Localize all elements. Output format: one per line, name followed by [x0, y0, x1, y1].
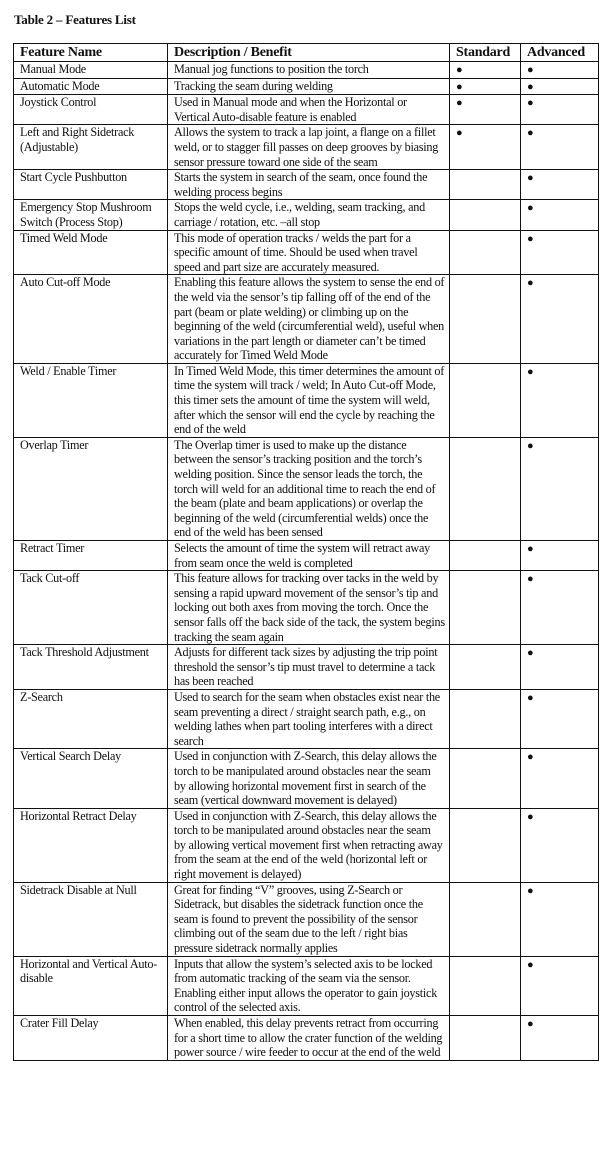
- description-cell: [168, 200, 450, 230]
- bullet-icon: ●: [527, 127, 534, 140]
- feature-description: Used in conjunction with Z-Search, this delay allows the torch to be manipulated around obstacles near the seam by allowing horizontal movement first in search of the seam (vertical downward movement is delayed): [174, 749, 437, 808]
- feature-name: Tack Cut-off: [20, 571, 80, 586]
- feature-description: Stops the weld cycle, i.e., welding, seam tracking, and carriage / rotation, etc. –all stop: [174, 200, 425, 229]
- feature-description: Starts the system in search of the seam, once found the welding process begins: [174, 170, 428, 199]
- feature-name: Crater Fill Delay: [20, 1016, 99, 1030]
- feature-name: Joystick Control: [20, 95, 97, 110]
- standard-mark-cell: [450, 689, 521, 748]
- description-cell: [168, 749, 450, 808]
- table-row: [14, 200, 599, 230]
- table-row: [14, 62, 599, 79]
- standard-mark-cell: [450, 645, 521, 690]
- table-row: [14, 645, 599, 690]
- bullet-icon: ●: [527, 64, 534, 76]
- feature-name-cell: [14, 125, 168, 170]
- advanced-mark-cell: [521, 125, 599, 170]
- description-cell: [168, 62, 450, 79]
- features-table: [13, 43, 599, 1061]
- feature-name: Left and Right Sidetrack (Adjustable): [20, 125, 135, 154]
- table-row: [14, 437, 599, 540]
- feature-name: Overlap Timer: [20, 437, 89, 452]
- bullet-icon: ●: [456, 97, 463, 110]
- standard-mark-cell: [450, 956, 521, 1015]
- feature-name: Horizontal and Vertical Auto-disable: [20, 956, 158, 986]
- feature-name-cell: [14, 749, 168, 808]
- feature-description: Great for finding “V” grooves, using Z-Search or Sidetrack, but disables the sidetrack function once the seam is found to prevent the possibility of the sensor climbing out of the seam due to the left / right bias pressure sidetrack normally applies: [174, 882, 423, 956]
- table-row: [14, 230, 599, 275]
- feature-name-cell: [14, 689, 168, 748]
- description-cell: [168, 645, 450, 690]
- table-row: [14, 125, 599, 170]
- feature-description: This feature allows for tracking over tacks in the weld by sensing a rapid upward movement of the sensor’s tip and locking out both axes from moving the torch. Once the sensor falls off the back side of the tack, the system begins tracking the seam again: [174, 571, 445, 644]
- table-row: [14, 571, 599, 645]
- feature-name: Tack Threshold Adjustment: [20, 645, 149, 660]
- advanced-mark-cell: [521, 541, 599, 571]
- feature-name-cell: [14, 882, 168, 956]
- feature-description: Allows the system to track a lap joint, a flange on a fillet weld, or to stagger fill passes on deep grooves by biasing sensor pressure toward one side of the seam: [174, 125, 439, 169]
- bullet-icon: ●: [527, 884, 534, 897]
- standard-mark-cell: [450, 78, 521, 95]
- feature-name-cell: [14, 571, 168, 645]
- advanced-mark-cell: [521, 78, 599, 95]
- bullet-icon: ●: [527, 232, 534, 245]
- bullet-icon: ●: [456, 64, 463, 76]
- advanced-mark-cell: [521, 645, 599, 690]
- feature-description: Used in conjunction with Z-Search, this delay allows the torch to be manipulated around obstacles near the seam by allowing vertical movement first when retracting away from the seam at the end of the weld (horizontal left or right movement is delayed): [174, 808, 443, 882]
- feature-description: When enabled, this delay prevents retract from occurring for a short time to allow the crater function of the welding power source / wire feeder to occur at the end of the weld: [174, 1016, 443, 1060]
- standard-mark-cell: [450, 541, 521, 571]
- bullet-icon: ●: [527, 647, 534, 660]
- table-row: [14, 956, 599, 1015]
- advanced-mark-cell: [521, 170, 599, 200]
- standard-mark-cell: [450, 808, 521, 882]
- table-row: [14, 275, 599, 364]
- bullet-icon: ●: [527, 573, 534, 586]
- feature-description: In Timed Weld Mode, this timer determines the amount of time the system will track / weld; In Auto Cut-off Mode, this timer sets the amount of time the system will weld, after which the sensor will end the cycle by reaching the end of the weld: [174, 363, 445, 437]
- column-header-advanced: Advanced: [521, 44, 599, 62]
- feature-name: Auto Cut-off Mode: [20, 275, 111, 290]
- standard-mark-cell: [450, 749, 521, 808]
- table-row: [14, 363, 599, 437]
- description-cell: [168, 275, 450, 364]
- bullet-icon: ●: [527, 543, 534, 555]
- feature-description: Selects the amount of time the system will retract away from seam once the weld is completed: [174, 541, 430, 570]
- table-row: [14, 749, 599, 808]
- table-row: [14, 78, 599, 95]
- description-cell: [168, 808, 450, 882]
- standard-mark-cell: [450, 62, 521, 79]
- bullet-icon: ●: [527, 172, 534, 185]
- feature-name-cell: [14, 78, 168, 95]
- column-header-description: Description / Benefit: [168, 44, 450, 62]
- description-cell: [168, 125, 450, 170]
- standard-mark-cell: [450, 170, 521, 200]
- advanced-mark-cell: [521, 62, 599, 79]
- feature-description: Enabling this feature allows the system to sense the end of the weld via the sensor’s tip falling off of the end of the part (beam or plate welding) or climbing up on the beginning of the weld (circumferential weld), useful when variations in the part length or diameter can’t be timed accurately for Timed Weld Mode: [174, 275, 445, 363]
- standard-mark-cell: [450, 275, 521, 364]
- standard-mark-cell: [450, 1016, 521, 1061]
- column-header-feature-name: Feature Name: [14, 44, 168, 62]
- bullet-icon: ●: [527, 751, 534, 764]
- feature-description: Manual jog functions to position the torch: [174, 62, 369, 76]
- feature-name-cell: [14, 95, 168, 125]
- standard-mark-cell: [450, 363, 521, 437]
- table-row: [14, 95, 599, 125]
- advanced-mark-cell: [521, 571, 599, 645]
- bullet-icon: ●: [527, 365, 534, 378]
- advanced-mark-cell: [521, 882, 599, 956]
- feature-description: Used to search for the seam when obstacles exist near the seam preventing a direct / straight search path, e.g., on welding lathes when part tooling interferes with a direct search: [174, 689, 440, 748]
- description-cell: [168, 1016, 450, 1061]
- feature-name-cell: [14, 170, 168, 200]
- feature-name: Automatic Mode: [20, 78, 100, 93]
- feature-name-cell: [14, 230, 168, 275]
- advanced-mark-cell: [521, 200, 599, 230]
- advanced-mark-cell: [521, 437, 599, 540]
- advanced-mark-cell: [521, 95, 599, 125]
- standard-mark-cell: [450, 571, 521, 645]
- feature-name-cell: [14, 275, 168, 364]
- feature-name: Emergency Stop Mushroom Switch (Process Stop): [20, 200, 152, 229]
- feature-name-cell: [14, 62, 168, 79]
- table-row: [14, 1016, 599, 1061]
- feature-name-cell: [14, 200, 168, 230]
- advanced-mark-cell: [521, 689, 599, 748]
- advanced-mark-cell: [521, 363, 599, 437]
- table-row: [14, 808, 599, 882]
- description-cell: [168, 571, 450, 645]
- description-cell: [168, 95, 450, 125]
- table-row: [14, 541, 599, 571]
- advanced-mark-cell: [521, 1016, 599, 1061]
- standard-mark-cell: [450, 200, 521, 230]
- feature-name-cell: [14, 541, 168, 571]
- bullet-icon: ●: [527, 1018, 534, 1030]
- table-row: [14, 170, 599, 200]
- feature-name-cell: [14, 437, 168, 540]
- advanced-mark-cell: [521, 808, 599, 882]
- feature-description: This mode of operation tracks / welds the part for a specific amount of time. Should be used when travel speed and part size are accurately measured.: [174, 230, 418, 274]
- advanced-mark-cell: [521, 275, 599, 364]
- description-cell: [168, 78, 450, 95]
- standard-mark-cell: [450, 882, 521, 956]
- feature-name: Weld / Enable Timer: [20, 363, 117, 378]
- standard-mark-cell: [450, 230, 521, 275]
- description-cell: [168, 956, 450, 1015]
- advanced-mark-cell: [521, 230, 599, 275]
- feature-name: Retract Timer: [20, 541, 85, 555]
- table-body: [14, 62, 599, 1061]
- bullet-icon: ●: [527, 958, 534, 971]
- description-cell: [168, 437, 450, 540]
- description-cell: [168, 170, 450, 200]
- standard-mark-cell: [450, 125, 521, 170]
- bullet-icon: ●: [456, 80, 463, 93]
- standard-mark-cell: [450, 437, 521, 540]
- feature-name-cell: [14, 808, 168, 882]
- bullet-icon: ●: [456, 127, 463, 140]
- feature-description: The Overlap timer is used to make up the distance between the sensor’s tracking position and the torch’s welding position. Since the sensor leads the torch, the torch will weld for an additional time to reach the end of the beam (plate and beam applications) or overlap the beginning of the weld (circumferential welds) once the end of the weld has been sensed: [174, 437, 436, 540]
- column-header-standard: Standard: [450, 44, 521, 62]
- bullet-icon: ●: [527, 439, 534, 452]
- bullet-icon: ●: [527, 80, 534, 93]
- description-cell: [168, 541, 450, 571]
- feature-name-cell: [14, 1016, 168, 1061]
- feature-name: Horizontal Retract Delay: [20, 808, 137, 823]
- feature-description: Used in Manual mode and when the Horizontal or Vertical Auto-disable feature is enabled: [174, 95, 407, 124]
- feature-description: Tracking the seam during welding: [174, 78, 333, 93]
- bullet-icon: ●: [527, 691, 534, 704]
- feature-name: Manual Mode: [20, 62, 86, 76]
- standard-mark-cell: [450, 95, 521, 125]
- feature-name: Timed Weld Mode: [20, 230, 108, 245]
- feature-name: Z-Search: [20, 689, 63, 704]
- feature-name-cell: [14, 645, 168, 690]
- table-header-row: [14, 44, 599, 62]
- feature-description: Adjusts for different tack sizes by adjusting the trip point threshold the sensor’s tip must travel to determine a tack has been reached: [174, 645, 438, 689]
- bullet-icon: ●: [527, 810, 534, 823]
- feature-name: Sidetrack Disable at Null: [20, 882, 137, 897]
- description-cell: [168, 689, 450, 748]
- advanced-mark-cell: [521, 749, 599, 808]
- bullet-icon: ●: [527, 97, 534, 110]
- table-caption: Table 2 – Features List: [14, 12, 136, 27]
- feature-name: Start Cycle Pushbutton: [20, 170, 127, 185]
- feature-name-cell: [14, 956, 168, 1015]
- feature-name: Vertical Search Delay: [20, 749, 121, 764]
- advanced-mark-cell: [521, 956, 599, 1015]
- table-row: [14, 882, 599, 956]
- description-cell: [168, 882, 450, 956]
- description-cell: [168, 230, 450, 275]
- feature-description: Inputs that allow the system’s selected axis to be locked from automatic tracking of the seam via the sensor. Enabling either input allows the operator to gain joystick control of the selected axis.: [174, 956, 438, 1015]
- feature-name-cell: [14, 363, 168, 437]
- table-row: [14, 689, 599, 748]
- bullet-icon: ●: [527, 277, 534, 290]
- description-cell: [168, 363, 450, 437]
- bullet-icon: ●: [527, 202, 534, 215]
